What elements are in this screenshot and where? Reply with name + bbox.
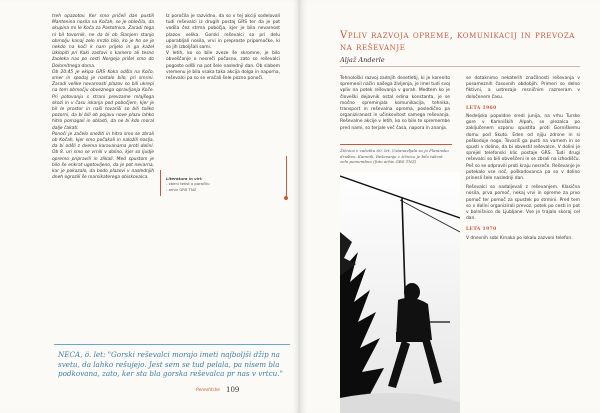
photo-illustration bbox=[340, 172, 460, 413]
caption-rule bbox=[340, 144, 452, 145]
left-column-italic bbox=[52, 14, 154, 181]
left-column-b bbox=[166, 14, 280, 82]
right-column-b bbox=[466, 76, 580, 242]
paragraph: Nedeljsko popoldne sredi junija, na vrhu Turske gore v Kamniških Alpah, se plezalca po zaključenem vzponu spustita proti Gorniškemu domu pod Skuto. Eden od njiju zdrsne in si poškoduje nogo. Tovariš ga pusti na varnem in se spusti v dolino, da bi obvestil reševalce. V dolini je sprejel telefonski klic postaje GRS. Tudi drugi reševalci so bili obveščeni in se zbrali na izhodišču. Peš so se odpravili proti kraju nesreče. Reševanje je potekalo vse noč, poškodovanca pa so v dolino prinesli šele naslednji dan. bbox=[466, 114, 580, 182]
paragraph: V dnevnih sobi Krnaka po lokalu zazvoni telefon. bbox=[466, 235, 573, 241]
paragraph: V letih, ko so bile zveze še skromne, je bilo obveščanje o nesreči počasno, zato so reševalci pogosto odšli na pot šele naslednji dan. Ob slabem vremenu je bila vsaka taka akcija dolga in naporna, reševalci pa so se vračali šele pozno ponoči. bbox=[166, 51, 280, 82]
quote-divider bbox=[54, 344, 290, 345]
paragraph: se dotaknimo nekaterih značilnosti reševanja v posameznih časovnih obdobjih. Primeri so delno fiktivni, a ustrezajo resničnim razmeram v določenem času. bbox=[466, 76, 580, 100]
footer-label: Pereshtrbe bbox=[196, 388, 220, 393]
article-author: Aljaž Anderle bbox=[340, 56, 385, 64]
sources-title: Literatura in viri: bbox=[166, 176, 203, 181]
paragraph: Ponoči je začelo snežiti in hitro smo se zbrali ob Kočah, kjer smo počakali in naložili noslja, da bi odšli z dvema karavanama proti dolini. Ob 8. uri smo se vrnili v dolino, kjer so ljudje opremo pripravili in zlikali. Med spustom je bilo še enkrat ugotovljeno, da je pot nevarna, kar je pokazalo, da bodo plazovi v naslednjih dneh ogrozili še marsikaterega obiskovalca. bbox=[52, 131, 154, 181]
source-item: - zbirni tekst o poročilu bbox=[166, 181, 210, 187]
sources-rule bbox=[160, 170, 161, 196]
source-item: - arhiv GRS TNZ bbox=[166, 186, 197, 192]
page-number: 109 bbox=[226, 386, 240, 394]
paragraph: treh opazotov. Ker smo pričeli dan pustili Mantenina nosila na Kočah, se je oblečila, da skupina mi le Koča za Pastotnico. Zaradi tega ni bil tovornik, ne da bi ob Slanjem stanjo obmolju kanaj zelo mrzlo bilo, ko je ho se je nekdo na koči k nam prijelo in ga kažel izklopiti pri Kaki zastavi s kamero ali tesno žaoleka nas po cesti Norgeja prišel smo do Dolomitnega doma. bbox=[52, 14, 154, 69]
accent-dot bbox=[284, 196, 288, 200]
sources-block bbox=[166, 176, 246, 192]
title-divider bbox=[340, 66, 580, 67]
right-page bbox=[300, 0, 600, 413]
section-heading: LETA 1970 bbox=[466, 227, 497, 233]
paragraph: Iz poročila je razvidno, da so v tej akciji sodelovali tudi reševalci iz drugih postaj GRS ter da je pot vodila čez strma pobočja, kjer je bila nevarnost plazov velika. Gorski reševalci so pri delu uporabljali nosila, vrvi in preproste pripomočke, ki so jih izboljšali sami. bbox=[166, 14, 280, 51]
pull-quote: NECA, ö. let: "Gorski reševalci morajo imeti najboljši džip na svetu, da lahko rešujejo. Jest sem se tud pelala, pa nisem bla podkovana, zato, ker sta bla gorska reševalca pr nas v vrtcu." bbox=[58, 350, 283, 379]
section-heading: LETA 1960 bbox=[466, 105, 497, 111]
article-title: Vpliv razvoja opreme, komunikacij in prevoza na reševanje bbox=[340, 30, 575, 53]
paragraph: Tehnološki razvoj zadnjih desetletij, ki je korenito spremenil način našega življenja, je imel tudi svoj vpliv na potek reševanja v gorah. Medtem ko je človeški dejavnik ostal edina konstanta, je se močno spreminjala komunikacija, tehnika, transport in reševalna oprema, posledično pa organiziranost in učinkovitost samega reševanja. Reševalne akcije v letih, ko so bile te spremembe pred nami, so terjale več časa, napora in znanja. bbox=[340, 76, 450, 131]
chairlift-rescue-photo bbox=[340, 172, 460, 413]
photo-caption: Žičnica v začetku 60. let. Ustanavljala so jo Planinsko društvo, Kamnik, Reševanje z žičnico je bilo takrat zelo pomembno (foto arhiv GRS TNZ) bbox=[340, 148, 449, 165]
column-divider bbox=[286, 156, 287, 198]
paragraph: Ob 20:45 je ekipa GRS Koka odšla na Kočo, smer in spodaj je nastalo bilo, pri smrini. Zaradi velike nevarnosti plazov so bili ukrepi na tem območju obveznega opravljanja Koče. Pri potovanju s strani prevzame mlajšega skozi in v času iskanja pod pobočjem, kjer je bil le prostor in naši tovariši so bili toliko pozorni, da bi bili ob pojavu nove plazu lahko hitro pomagali in oblasti, da ne bi kdo moral dalje čakati. bbox=[52, 69, 154, 131]
right-column-a bbox=[340, 76, 450, 132]
paragraph: Reševalci so nadaljevali z reševanjem. Klasična nosila, prva pomoč, nekaj vrvi in opreme za prvo pomoč ter pomoč za spustek po strmini. Pred tem so v dolini organizirali prevoz, potek po cesti in pot v bolnišnico do Ljubljane. Vse je trajalo skoraj cel dan. bbox=[466, 185, 580, 222]
